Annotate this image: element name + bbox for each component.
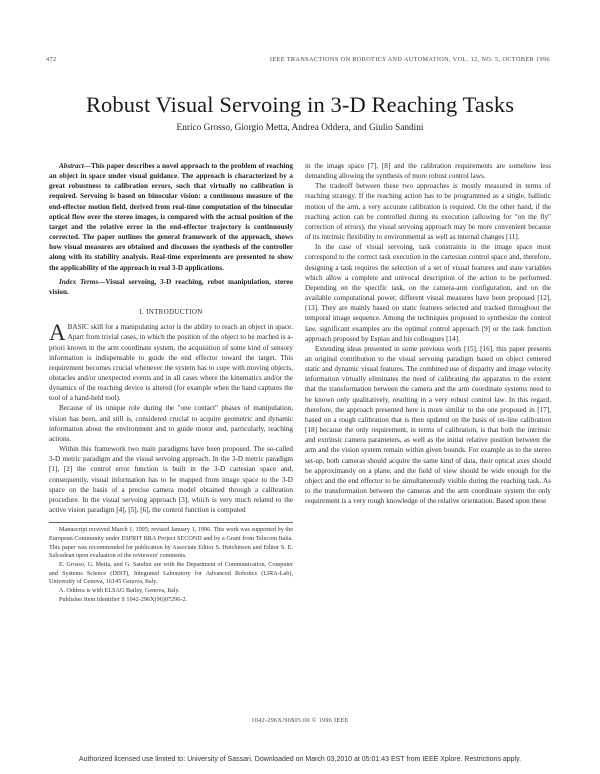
copyright-line: 1042-296X/96$05.00 © 1996 IEEE — [251, 717, 349, 724]
footnote — [49, 522, 293, 604]
abstract-label: Abstract— — [59, 162, 91, 170]
journal-name: IEEE TRANSACTIONS ON ROBOTICS AND AUTOMATION, VOL. 12, NO. 5, OCTOBER 1996 — [269, 56, 550, 63]
abstract — [49, 161, 293, 273]
intro-paragraph-1-text: BASIC skill for a manipulating actor is the ability to reach an object in space. Apart from trivial cases, in which the position of the object to be reached is a-priori known in the arm coordinate system, the acquisition of some kind of sensory information is indispensable to guide the end effector toward the target. This requirement becomes crucial whenever the system has to cope with moving objects, obstacles and/or unexpected events and in all cases where the kinematics and/or the dynamics of the reaching device is altered (for example when the hand captures the tool of a hand-held tool). — [49, 323, 293, 403]
right-paragraph-2: The tradeoff between these two approaches is mostly measured in terms of reaching strategy. If the reaching action has to be programmed as a single, ballistic motion of the arm, a very accurate calibration is required. On the other hand, if the reaching action can be controlled during its execution (allowing for "on the fly" correction of errors), the visual servoing approach may be more convenient because of its intrinsic flexibility to environmental as well as internal changes [11]. — [305, 182, 551, 242]
right-paragraph-1: in the image space [7], [8] and the calibration requirements are somehow less demanding allowing the synthesis of more robust control laws. — [305, 162, 551, 181]
footnote-pii: Publisher Item Identifier S 1042-296X(96)07296-2. — [59, 595, 188, 603]
intro-paragraph-1 — [49, 322, 293, 403]
intro-paragraph-3: Within this framework two main paradigms have been proposed. The so-called 3-D metric paradigm and the visual servoing approach. In the 3-D metric paradigm [1], [2] the control error function is built in the 3-D cartesian space and, consequently, visual information has to be mapped from image space to the 3-D space on the basis of a precise camera model obtained through a calibration procedure. In the visual servoing approach [3], which is very much related to the active vision paradigm [4], [5], [6], the control function is computed — [49, 445, 293, 514]
right-paragraph-4: Extending ideas presented in some previous work [15], [16], this paper presents an original contribution to the visual servoing paradigm based on object centered static and dynamic visual features. The combined use of disparity and image velocity information virtually eliminates the need of calibrating the apparatus to the extent that the transformation between the camera and the arm coordinate systems need to be known only qualitatively, resulting in a very robust control law. In this regard, therefore, the approach presented here is more similar to the one proposed in [17], based on a rough calibration that is then updated on the basis of on-line calibration [18] because the only requirement, in terms of calibration, is that both the intrinsic and extrinsic camera parameters, as well as the initial relative position between the arm and the vision system remain within given bounds. For example as to the stereo set-up, both cameras should acquire the same kind of data, their optical axes should be approximately on a plane, and the field of view should be wide enough for the object and the end effector to be simultaneously visible during the reaching task. As to the transformation between the cameras and the arm coordinate system the only requirement is a very rough knowledge of the relative orientation. Based upon these — [305, 344, 551, 506]
footnote-oddera: A. Oddera is with ELSAG Bailey, Genova, Italy. — [59, 587, 180, 595]
paper-title: Robust Visual Servoing in 3-D Reaching Tasks — [85, 92, 515, 117]
abstract-text: This paper describes a novel approach to the problem of reaching an object in space under visual guidance. The approach is characterized by a great robustness to calibration errors, such that virtually no calibration is required. Servoing is based on binocular vision: a continuous measure of the end-effector motion field, derived from real-time computation of the binocular optical flow over the stereo images, is compared with the actual position of the target and the relative error in the end-effector trajectory is continuously corrected. The paper outlines the general framework of the approach, shows how visual measures are obtained and discusses the synthesis of the controller along with its stability analysis. Real-time experiments are presented to show the applicability of the approach in real 3-D applications. — [49, 162, 293, 272]
right-column — [305, 161, 551, 506]
right-paragraph-3: In the case of visual servoing, task constraints in the image space must correspond to the correct task execution in the cartesian control space and, therefore, designing a task requires the selection of a set of visual features and state variables which allow a complete and univocal description of the action to be performed. Depending on the specific task, on the camera-arm configuration, and on the available computational power, different visual measures have been proposed [12], [13]. They are mainly based on static features selected and tracked throughout the temporal image sequence. Among the techniques proposed to synthesize the control law, significant examples are the optimal control approach [9] or the task function approach proposed by Espiau and his colleagues [14]. — [305, 243, 551, 343]
index-terms-label: Index Terms— — [59, 277, 106, 286]
drop-cap: A — [49, 320, 66, 346]
footnote-manuscript: Manuscript received March 1, 1995; revised January 1, 1996. This work was supported by the European Community under ESPRIT BRA Project SECOND and by a Grant from Telecom Italia. This paper was recommended for publication by Associate Editor S. Hutchinson and Editor S. E. Salcudean upon evaluation of the reviewers' comments. — [49, 526, 293, 560]
intro-paragraph-2: Because of its unique role during the "one contact" phases of manipulation, vision has been, and still is, considered crucial to acquire geometric and dynamic information about the environment and to guide motor and, particularly, reaching actions. — [49, 404, 293, 443]
index-terms — [49, 277, 293, 297]
download-notice: Authorized licensed use limited to: University of Sassari. Downloaded on March 03,2010 at 05:01:43 EST from IEEE Xplore. Restrictions apply. — [78, 756, 522, 763]
author-list: Enrico Grosso, Giorgio Metta, Andrea Oddera, and Giulio Sandini — [176, 123, 424, 133]
footnote-affiliation: E. Grosso, G. Metta, and G. Sandini are with the Department of Communication, Computer and Systems Science (DIST), Integrated Laboratory for Advanced Robotics (LIRA-Lab), University of Genova, 16145 Genova, Italy. — [49, 560, 293, 586]
section-heading: I. INTRODUCTION — [139, 308, 203, 317]
page-number: 472 — [46, 56, 57, 63]
index-terms-text: Visual servoing, 3-D reaching, robot manipulation, stereo vision. — [49, 277, 294, 296]
left-column — [49, 161, 293, 604]
